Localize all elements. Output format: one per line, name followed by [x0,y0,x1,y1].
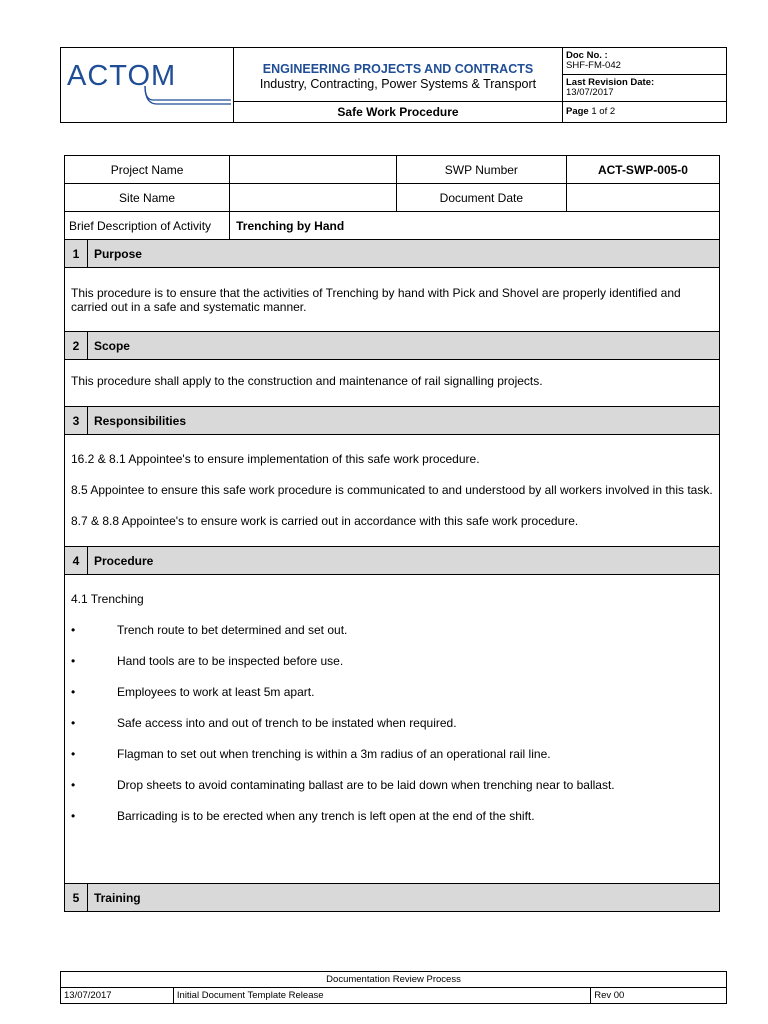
doc-no: SHF-FM-042 [566,60,621,71]
swp-number-value: ACT-SWP-005-0 [566,156,719,184]
revision-date-cell [563,75,727,102]
bullet-text: Safe access into and out of trench to be instated when required. [117,716,457,730]
bullet-text: Trench route to bet determined and set out. [117,623,348,637]
doc-no-label: Doc No. : [566,50,608,61]
review-date: 13/07/2017 [61,988,174,1004]
bullet-mark: • [71,809,76,823]
swp-form-table [64,155,720,912]
bullet-text: Flagman to set out when trenching is within a 3m radius of an operational rail line. [117,747,551,761]
doc-no-cell [563,48,727,75]
logo-text: ACTOM [67,60,177,92]
site-name-label: Site Name [65,184,230,212]
responsibility-line: 16.2 & 8.1 Appointee's to ensure implementation of this safe work procedure. [71,452,480,466]
review-rev: Rev 00 [591,988,727,1004]
document-date-label: Document Date [396,184,566,212]
section-body-scope [65,360,720,407]
revision-date-label: Last Revision Date: [566,77,655,88]
section-number: 5 [65,884,88,912]
section-header-training [65,884,720,912]
responsibility-line: 8.7 & 8.8 Appointee's to ensure work is carried out in accordance with this safe work procedure. [71,514,579,528]
procedure-bullet [71,623,713,637]
bullet-mark: • [71,778,76,792]
bullet-mark: • [71,716,76,730]
purpose-text: This procedure is to ensure that the activities of Trenching by hand with Pick and Shovel are properly identified and carried out in a safe and systematic manner. [71,285,681,314]
document-header [60,47,727,123]
project-row [65,156,720,184]
documentation-review-table [60,971,727,1004]
bullet-text: Employees to work at least 5m apart. [117,685,315,699]
site-row [65,184,720,212]
page-label: Page [566,106,589,117]
procedure-bullet [71,778,713,792]
section-header-scope [65,332,720,360]
company-cell [234,48,563,102]
project-name-label: Project Name [65,156,230,184]
responsibility-line: 8.5 Appointee to ensure this safe work procedure is communicated to and understood by all workers involved in this task. [71,483,713,497]
bullet-mark: • [71,623,76,637]
activity-value: Trenching by Hand [230,212,720,240]
section-header-procedure [65,547,720,575]
section-body-responsibilities [65,435,720,547]
section-title: Purpose [87,240,719,268]
procedure-bullet [71,685,713,699]
section-number: 3 [65,407,88,435]
review-description: Initial Document Template Release [173,988,590,1004]
review-title: Documentation Review Process [61,972,727,988]
activity-row [65,212,720,240]
section-number: 2 [65,332,88,360]
page-value: 1 of 2 [591,106,616,117]
company-subtitle: Industry, Contracting, Power Systems & Transport [259,76,537,91]
activity-label: Brief Description of Activity [65,212,230,240]
document-date-value [566,184,719,212]
section-header-purpose [65,240,720,268]
review-row [61,988,727,1004]
procedure-bullet [71,747,713,761]
site-name-value [230,184,397,212]
section-body-purpose [65,268,720,332]
section-title: Responsibilities [87,407,719,435]
company-title: ENGINEERING PROJECTS AND CONTRACTS [262,61,534,76]
revision-date: 13/07/2017 [566,87,614,98]
procedure-bullet [71,654,713,668]
logo-cell [61,48,234,123]
section-number: 1 [65,240,88,268]
swp-number-label: SWP Number [396,156,566,184]
procedure-bullet [71,716,713,730]
section-header-responsibilities [65,407,720,435]
page-cell [563,102,727,123]
project-name-value [230,156,397,184]
bullet-text: Drop sheets to avoid contaminating ballast are to be laid down when trenching near to ballast. [117,778,615,792]
section-title: Procedure [87,547,719,575]
scope-text: This procedure shall apply to the construction and maintenance of rail signalling projects. [71,374,543,388]
bullet-mark: • [71,747,76,761]
bullet-text: Hand tools are to be inspected before use. [117,654,344,668]
procedure-bullet [71,809,713,823]
section-number: 4 [65,547,88,575]
section-title: Scope [87,332,719,360]
bullet-mark: • [71,685,76,699]
bullet-mark: • [71,654,76,668]
doc-title: Safe Work Procedure [234,102,563,123]
procedure-subheading: 4.1 Trenching [71,592,144,606]
section-title: Training [87,884,719,912]
bullet-text: Barricading is to be erected when any trench is left open at the end of the shift. [117,809,535,823]
section-body-procedure [65,575,720,884]
